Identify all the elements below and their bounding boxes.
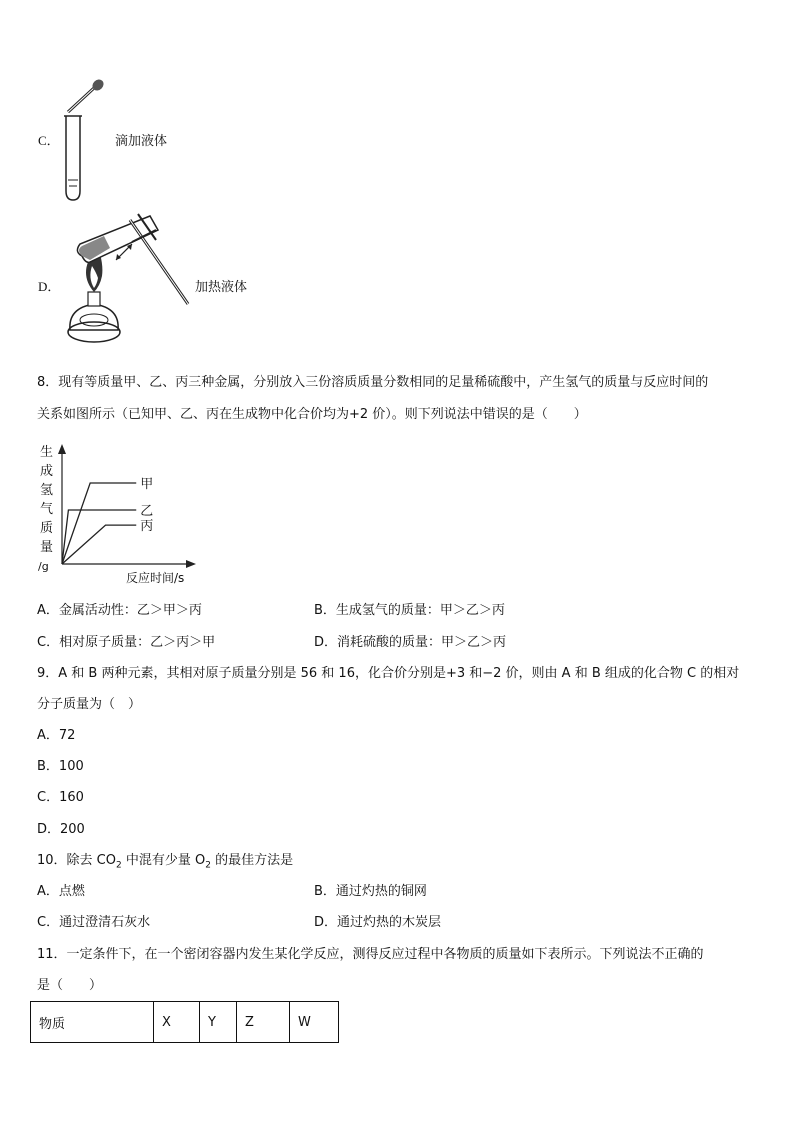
x-axis-arrow <box>186 560 196 568</box>
y-label-char: 生 <box>40 445 54 460</box>
q9-stem-line1: 9．A 和 B 两种元素，其相对原子质量分别是 56 和 16，化合价分别是+3 和−2 价，则由 A 和 B 组成的化合物 C 的相对 <box>37 666 740 681</box>
series-line-2 <box>62 510 136 564</box>
q10-option-c[interactable]: C．通过澄清石灰水 <box>37 915 151 930</box>
q10-stem <box>37 851 293 876</box>
series-line-1 <box>62 483 136 564</box>
q8-option-a[interactable]: A．金属活动性：乙＞甲＞丙 <box>37 603 202 618</box>
q7-option-c-label: C． <box>38 133 60 148</box>
table-cell: 物质 <box>31 1002 154 1043</box>
q11-stem-line1: 11．一定条件下，在一个密闭容器内发生某化学反应，测得反应过程中各物质的质量如下表所示。下列说法不正确的 <box>37 947 704 962</box>
q10-stem-post: 的最佳方法是 <box>210 853 294 868</box>
hydrogen-mass-chart <box>30 436 200 588</box>
y-label-char: 气 <box>40 502 54 517</box>
q8-option-d[interactable]: D．消耗硫酸的质量：甲＞乙＞丙 <box>314 635 507 650</box>
q10-sub1: 2 <box>115 860 122 871</box>
q7-option-c-caption: 滴加液体 <box>115 134 168 149</box>
q7-option-d-label: D． <box>38 279 61 294</box>
y-label-char: 量 <box>40 540 54 555</box>
q9-option-c[interactable]: C．160 <box>37 790 84 805</box>
y-label-char: 成 <box>40 464 54 479</box>
table-cell: Z <box>237 1002 290 1043</box>
q10-option-a[interactable]: A．点燃 <box>37 884 85 899</box>
q10-sub2: 2 <box>205 860 211 871</box>
table-cell: W <box>290 1002 339 1043</box>
q8-option-c[interactable]: C．相对原子质量：乙＞丙＞甲 <box>37 635 216 650</box>
substance-mass-table <box>30 1001 339 1043</box>
q8-option-b[interactable]: B．生成氢气的质量：甲＞乙＞丙 <box>314 603 505 618</box>
q10-stem-pre: 10．除去 CO <box>37 853 116 868</box>
table-cell: Y <box>200 1002 237 1043</box>
q7-option-d-caption: 加热液体 <box>195 280 248 295</box>
q8-stem-line1: 8．现有等质量甲、乙、丙三种金属，分别放入三份溶质质量分数相同的足量稀硫酸中，产生氢气的质量与反应时间的 <box>37 375 709 390</box>
q9-option-d[interactable]: D．200 <box>37 822 85 837</box>
table-cell: X <box>154 1002 200 1043</box>
q9-stem-line2: 分子质量为（ ） <box>37 697 142 712</box>
dropper-test-tube-illustration <box>58 76 118 204</box>
q10-stem-mid: 中混有少量 O <box>121 853 206 868</box>
q9-option-a[interactable]: A．72 <box>37 728 76 743</box>
q9-option-b[interactable]: B．100 <box>37 759 84 774</box>
q10-option-b[interactable]: B．通过灼热的铜网 <box>314 884 427 899</box>
q8-stem-line2: 关系如图所示（已知甲、乙、丙在生成物中化合价均为+2 价）。则下列说法中错误的是（ ） <box>37 407 587 422</box>
heating-liquid-illustration <box>60 212 195 352</box>
series-label-3: 丙 <box>140 519 154 535</box>
y-label-char: /g <box>38 560 49 573</box>
table-header-row <box>31 1002 339 1043</box>
y-label-char: 氢 <box>40 483 54 498</box>
x-axis-label: 反应时间/s <box>126 571 185 585</box>
q11-stem-line2: 是（ ） <box>37 978 103 993</box>
series-label-2: 乙 <box>140 504 154 519</box>
series-label-1: 甲 <box>140 477 154 492</box>
y-label-char: 质 <box>40 521 54 536</box>
q10-option-d[interactable]: D．通过灼热的木炭层 <box>314 915 442 930</box>
y-axis-arrow <box>58 444 66 454</box>
y-axis-label <box>38 444 53 573</box>
